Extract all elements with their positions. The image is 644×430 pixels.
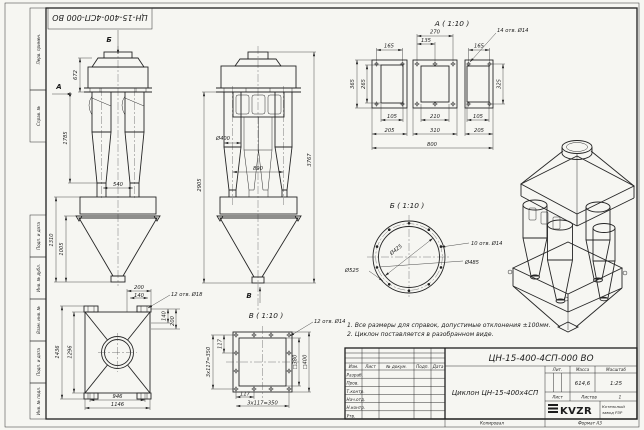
dim-117-bottom: 117 — [240, 391, 250, 398]
section-arrow-a: А — [56, 83, 62, 91]
dim-d525: Ø525 — [345, 268, 359, 274]
dim-1146: 1146 — [110, 402, 125, 408]
dim-205-right: 205 — [474, 128, 484, 134]
tb-format: Формат А3 — [578, 420, 602, 426]
tb-row-prov: Пров. — [346, 380, 359, 386]
dim-140-right: 140 — [161, 311, 168, 321]
tb-logo: KVZR — [560, 406, 593, 417]
dim-946: 946 — [112, 394, 123, 400]
section-v-title: В ( 1:10 ) — [248, 311, 284, 320]
tb-sheets-label: Листов — [581, 394, 597, 400]
margin-label: Подп. и дата — [36, 348, 41, 376]
dim-325: 325 — [496, 79, 503, 89]
tb-col-list: Лист — [365, 364, 376, 369]
notes — [347, 322, 551, 338]
dim-140-top: 140 — [134, 293, 144, 299]
dim-117-left: 117 — [217, 339, 224, 349]
dim-310: 310 — [430, 128, 440, 134]
dim-365: 365 — [350, 79, 356, 89]
dim-165-left: 165 — [384, 43, 394, 50]
dim-1436: 1436 — [55, 345, 61, 359]
note-line-1: 1. Все размеры для справок, допустимые отклонения ±100мм. — [347, 322, 551, 329]
tb-col-podp: Подп. — [416, 364, 429, 369]
dim-890: 890 — [253, 166, 263, 172]
dim-1785: 1785 — [63, 131, 69, 145]
section-v-view — [206, 311, 346, 408]
dim-350-bottom: 3x117=350 — [247, 400, 278, 407]
holes-callout-b: 10 отв. Ø14 — [471, 241, 503, 247]
tb-row-nkontr: Н.контр. — [346, 405, 366, 411]
margin-label: Перв. примен. — [36, 33, 41, 65]
holes-callout-base: 12 отв. Ø18 — [171, 292, 203, 298]
view-front — [197, 46, 316, 310]
tb-lit-label: Лит. — [552, 367, 563, 372]
holes-callout-a: 14 отв. Ø14 — [497, 28, 529, 34]
tb-scale-value: 1:25 — [609, 381, 623, 387]
dim-d485: Ø485 — [465, 260, 479, 266]
isometric-view — [508, 141, 634, 333]
dim-1296: 1296 — [67, 345, 74, 359]
margin-label: Инв. № подл. — [36, 386, 41, 416]
dim-270: 270 — [430, 29, 440, 36]
dim-105-right: 105 — [473, 114, 483, 120]
title-block — [345, 348, 637, 427]
tb-product-name: Циклон ЦН-15-400х4СП — [451, 389, 539, 397]
tb-company-line2: завод РЗР — [602, 410, 623, 415]
view-side — [49, 30, 160, 286]
section-a-title: А ( 1:10 ) — [434, 19, 470, 28]
tb-scale-label: Масштаб — [606, 367, 626, 372]
dim-d425: Ø425 — [389, 243, 404, 257]
dim-265: 265 — [361, 79, 367, 89]
top-stamp — [48, 8, 152, 29]
dim-2905: 2905 — [197, 178, 203, 192]
dim-400-square: □400 — [302, 354, 309, 370]
margin-label: Взам. инв. № — [36, 306, 41, 334]
dim-540: 540 — [113, 182, 123, 188]
section-b-title: Б ( 1:10 ) — [389, 201, 425, 210]
tb-col-data: Дата — [432, 364, 444, 369]
tb-sheet-label: Лист — [552, 394, 563, 400]
dim-672: 672 — [73, 70, 79, 80]
tb-col-docnum: № докум. — [386, 364, 407, 369]
dim-350-left: 3x117=350 — [206, 346, 212, 378]
margin-label: Подп. и дата — [36, 222, 41, 250]
section-a-view — [350, 19, 529, 150]
tb-mass-value: 614,6 — [574, 381, 591, 387]
tb-row-utv: Утв. — [346, 413, 356, 419]
dim-1005: 1005 — [59, 242, 65, 256]
margin-label: Справ. № — [36, 106, 41, 126]
tb-mass-label: Масса — [575, 367, 590, 372]
section-arrow-v: В — [246, 292, 252, 300]
tb-row-nachotd: Нач.отд. — [346, 397, 366, 403]
tb-col-izm: Изм. — [348, 364, 359, 369]
holes-callout-v: 12 отв. Ø14 — [314, 319, 346, 325]
tb-copied: Копировал — [480, 420, 504, 426]
dim-1310: 1310 — [49, 233, 55, 247]
dim-210: 210 — [430, 114, 440, 120]
section-arrow-b: Б — [106, 36, 112, 44]
dim-200-top: 200 — [134, 285, 144, 291]
dim-800: 800 — [427, 142, 437, 148]
dim-135: 135 — [421, 38, 431, 44]
note-line-2: 2. Циклон поставляется в разобранном виде. — [347, 331, 494, 338]
tb-row-tkontr: Т.контр. — [346, 388, 365, 394]
margin-label: Инв. № дубл. — [36, 263, 41, 293]
stamp-doc-number: ЦН-15-400-4СП-000 ВО — [52, 13, 148, 22]
dim-165-right: 165 — [474, 43, 484, 50]
base-frame-view — [55, 285, 203, 410]
dim-d400: Ø400 — [216, 136, 230, 142]
dim-105-left: 105 — [387, 114, 397, 120]
section-b-view — [344, 201, 503, 299]
tb-sheets-value: 1 — [618, 394, 622, 400]
dim-200-right: 200 — [170, 316, 176, 326]
dim-3767: 3767 — [307, 153, 313, 167]
tb-doc-number: ЦН-15-400-4СП-000 ВО — [488, 354, 594, 364]
tb-row-razrab: Разраб. — [346, 372, 363, 378]
tb-company-line1: Котельный — [602, 404, 625, 409]
logo-stripes-icon — [548, 404, 558, 406]
dim-380: □380 — [292, 354, 299, 370]
dim-205-left: 205 — [384, 128, 395, 134]
